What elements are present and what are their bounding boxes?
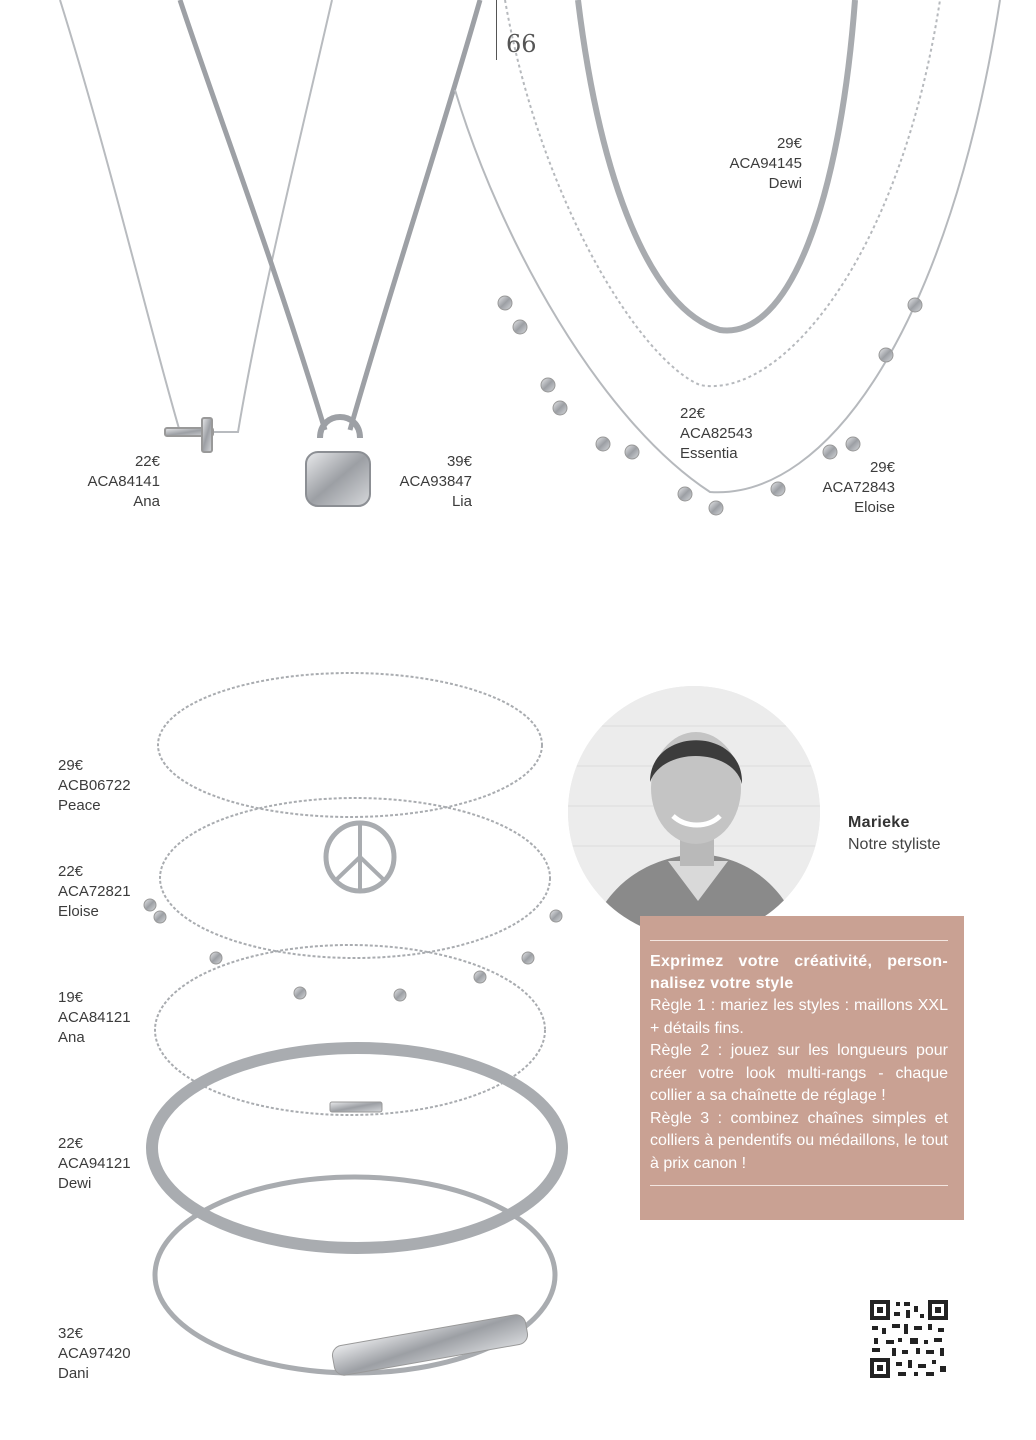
price: 22€ — [680, 405, 706, 422]
product-name: Dani — [58, 1365, 89, 1382]
tips-heading: Exprimez votre créativité, person-nalisez votre style — [650, 953, 948, 992]
necklace-lia-image — [180, 0, 480, 506]
bracelet-label-dani — [58, 1324, 158, 1384]
price: 32€ — [58, 1325, 84, 1342]
stylist-caption — [848, 812, 940, 856]
reference: ACA94145 — [729, 155, 802, 172]
bracelet-label-eloise — [58, 862, 158, 922]
tip-rule-3: Règle 3 : combinez chaînes simples et colliers à pendentifs ou médaillons, le tout à prix canon ! — [650, 1109, 948, 1172]
bracelet-dewi-band — [152, 1048, 562, 1248]
product-name: Essentia — [680, 445, 738, 462]
reference: ACA84121 — [58, 1009, 131, 1026]
price: 19€ — [58, 989, 84, 1006]
price: 29€ — [776, 135, 802, 152]
product-name: Lia — [451, 493, 472, 510]
product-name: Dewi — [768, 175, 802, 192]
stylist-role: Notre styliste — [848, 836, 941, 853]
necklace-label-lia — [372, 452, 472, 512]
stylist-name: Marieke — [848, 814, 910, 831]
price: 29€ — [58, 757, 84, 774]
necklace-label-dewi — [702, 134, 802, 194]
necklace-label-eloise — [795, 458, 895, 518]
product-name: Eloise — [854, 499, 895, 516]
divider — [650, 1185, 948, 1186]
price: 29€ — [869, 459, 895, 476]
tip-rule-2: Règle 2 : jouez sur les longueurs pour créer votre look multi-rangs - chaque collier a sa chaînette de réglage ! — [650, 1042, 948, 1104]
reference: ACA94121 — [58, 1155, 131, 1172]
necklace-label-essentia — [680, 404, 790, 464]
bracelet-label-ana — [58, 988, 158, 1048]
qr-code-icon[interactable] — [870, 1300, 948, 1378]
stylist-avatar — [568, 686, 820, 938]
page-number: 66 — [506, 30, 537, 58]
reference: ACA97420 — [58, 1345, 131, 1362]
product-name: Dewi — [58, 1175, 92, 1192]
divider — [650, 940, 948, 941]
reference: ACA84141 — [87, 473, 160, 490]
style-tips-panel — [640, 916, 964, 1220]
product-name: Ana — [58, 1029, 85, 1046]
reference: ACA72843 — [822, 479, 895, 496]
product-name: Ana — [133, 493, 160, 510]
price: 39€ — [446, 453, 472, 470]
bracelet-peace-chain — [158, 673, 542, 817]
bracelet-label-peace — [58, 756, 158, 816]
page-divider — [496, 0, 497, 60]
product-name: Peace — [58, 797, 101, 814]
tip-rule-1: Règle 1 : mariez les styles : maillons XXL + détails fins. — [650, 997, 948, 1037]
reference: ACB06722 — [58, 777, 131, 794]
reference: ACA82543 — [680, 425, 753, 442]
reference: ACA72821 — [58, 883, 131, 900]
bracelet-label-dewi — [58, 1134, 158, 1194]
price: 22€ — [58, 1135, 84, 1152]
bracelet-ana-chain — [155, 945, 545, 1115]
product-name: Eloise — [58, 903, 99, 920]
price: 22€ — [58, 863, 84, 880]
price: 22€ — [134, 453, 160, 470]
bracelets-image — [144, 673, 562, 1377]
reference: ACA93847 — [399, 473, 472, 490]
necklace-ana-image — [60, 0, 332, 452]
necklace-label-ana — [60, 452, 160, 512]
